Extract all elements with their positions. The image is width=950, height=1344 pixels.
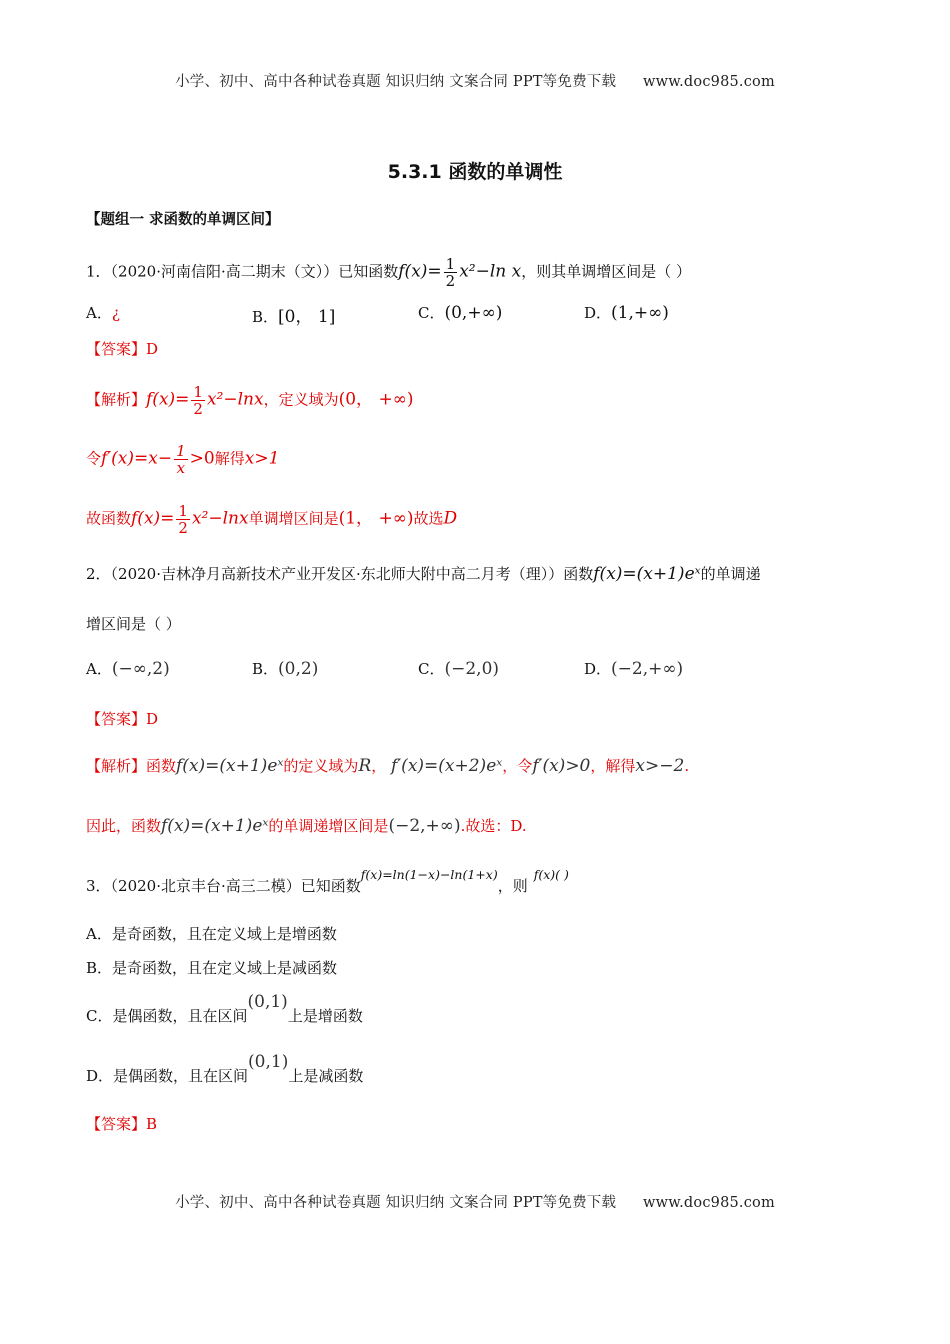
- q1-analysis-line2-frac-den: x: [176, 459, 186, 477]
- q2-analysis-result: x>−2: [635, 756, 685, 776]
- q1-option-c-value: (0,+∞): [444, 303, 503, 323]
- q3-stem-func: f(x)=ln(1−x)−ln(1+x): [360, 867, 498, 882]
- q3-option-d: [86, 1052, 364, 1086]
- q1-analysis-text: ，定义域为: [263, 390, 339, 409]
- q2-option-c: [418, 658, 499, 679]
- q1-stem-suffix: ，则其单调增区间是（ ）: [521, 262, 692, 281]
- q2-analysis-ineq: f′(x)>0: [532, 756, 591, 776]
- q2-option-a-letter: A．: [86, 660, 112, 678]
- q2-option-a-value: (−∞,2): [111, 659, 170, 679]
- q3-option-a-letter: A．: [86, 925, 112, 943]
- q3-stem-tail: f(x)( ): [533, 867, 569, 882]
- q1-analysis-line3-choice: D: [443, 508, 458, 529]
- q2-option-d-value: (−2,+∞): [611, 659, 684, 679]
- q2-option-c-value: (−2,0): [444, 659, 500, 679]
- q1-analysis-domain: (0， +∞): [338, 389, 414, 410]
- q2-analysis-derivative: f′(x)=(x+2)eˣ: [391, 756, 503, 776]
- q1-analysis-line3-frac-den: 2: [178, 519, 188, 537]
- q2-stem: [86, 564, 761, 584]
- q2-option-d-letter: D．: [584, 660, 612, 678]
- q2-option-b-value: (0,2): [278, 659, 319, 679]
- q3-option-c-interval: (0,1): [247, 992, 288, 1012]
- q1-analysis-func: f(x)=: [146, 389, 190, 410]
- q2-option-a: [86, 658, 170, 679]
- q1-analysis-line2-fraction: [174, 443, 188, 476]
- page-title: 5.3.1 函数的单调性: [387, 161, 563, 183]
- q2-analysis-line2-interval: (−2,+∞): [388, 816, 461, 836]
- q1-fraction: [444, 256, 458, 289]
- q3-option-b-letter: B．: [86, 959, 113, 977]
- q1-option-d-letter: D．: [584, 304, 612, 322]
- q1-analysis-line3-rhs: x²−lnx: [191, 508, 249, 529]
- q3-option-d-suffix: 上是减函数: [288, 1067, 364, 1085]
- q2-analysis-line2-text: 的单调递增区间是: [268, 817, 389, 835]
- q3-stem-prefix: 3．（2020·北京丰台·高三二模）已知函数: [86, 877, 361, 895]
- q2-analysis-text1: 的定义域为: [283, 757, 359, 775]
- q1-option-d: [584, 302, 669, 323]
- q2-answer: 【答案】D: [86, 710, 159, 728]
- q3-option-b: [86, 958, 337, 978]
- q1-analysis-line3-interval: (1， +∞): [338, 508, 414, 529]
- q1-option-b: [252, 302, 335, 327]
- q1-option-a: [86, 302, 120, 323]
- q3-stem: [86, 867, 569, 897]
- q3-option-d-letter: D．: [86, 1067, 114, 1085]
- q1-analysis-gt: >0: [189, 448, 215, 469]
- group-title: 【题组一 求函数的单调区间】: [86, 212, 280, 228]
- q1-stem-prefix: 1．（2020·河南信阳·高二期末（文））已知函数: [86, 262, 399, 281]
- q1-stem: [86, 256, 691, 289]
- q2-stem-suffix: 的单调递: [700, 565, 761, 583]
- q1-answer: 【答案】D: [86, 340, 159, 358]
- q1-option-d-value: (1,+∞): [611, 303, 669, 323]
- q2-analysis-label: 【解析】函数: [86, 757, 177, 775]
- q1-func-lhs: f(x)=: [398, 261, 442, 282]
- q3-option-c-prefix: 是偶函数，且在区间: [112, 1007, 248, 1025]
- q1-option-b-letter: B．: [252, 308, 279, 326]
- q1-analysis-line3-text: 单调增区间是: [248, 509, 339, 528]
- footer-site: www.doc985.com: [642, 1195, 775, 1211]
- q2-analysis-line2-prefix: 因此，函数: [86, 817, 162, 835]
- q2-analysis-line2-suffix: .故选：D.: [460, 817, 527, 835]
- header-site: www.doc985.com: [642, 74, 775, 90]
- q1-analysis-derivative: f′(x)=x−: [101, 448, 173, 469]
- q1-analysis-line2-frac-num: 1: [176, 442, 186, 460]
- q1-analysis-line2-text: 解得: [214, 449, 245, 468]
- q2-option-d: [584, 658, 683, 679]
- q2-analysis-text2: ，令: [502, 757, 533, 775]
- q2-stem-line2: 增区间是（ ）: [86, 615, 181, 633]
- q1-analysis-line3: [86, 503, 457, 536]
- q1-analysis-fraction: [191, 384, 205, 417]
- q1-analysis-line3-prefix: 故函数: [86, 509, 132, 528]
- q3-option-a-value: 是奇函数，且在定义域上是增函数: [111, 925, 337, 943]
- q1-analysis-line3-fraction: [176, 503, 190, 536]
- q3-option-a: [86, 924, 337, 944]
- q2-analysis-line2-func: f(x)=(x+1)eˣ: [161, 816, 269, 836]
- q2-option-b: [252, 658, 318, 679]
- q3-option-d-prefix: 是偶函数，且在区间: [113, 1067, 249, 1085]
- q1-option-c-letter: C．: [418, 304, 445, 322]
- q2-option-b-letter: B．: [252, 660, 279, 678]
- q1-analysis-label: 【解析】: [86, 390, 147, 409]
- q3-option-c-letter: C．: [86, 1007, 113, 1025]
- page-header: [0, 70, 950, 91]
- q1-option-a-letter: A．: [86, 304, 112, 322]
- q2-analysis-line2: [86, 816, 527, 836]
- q1-option-a-value: ¿: [111, 304, 120, 322]
- q1-analysis-result: x>1: [244, 448, 280, 469]
- q1-func-rhs: x²−ln x: [459, 261, 522, 282]
- q2-analysis-line1: 【解析】函数f(x)=(x+1)eˣ的定义域为R， f′(x)=(x+2)eˣ，令f′(x)>0，解得x>−2.: [86, 756, 690, 776]
- q3-option-c-suffix: 上是增函数: [287, 1007, 363, 1025]
- q1-analysis-frac-den: 2: [193, 400, 203, 418]
- q3-stem-mid: ，则: [497, 877, 528, 895]
- q1-frac-den: 2: [445, 272, 456, 290]
- q1-option-c: [418, 302, 502, 323]
- q2-stem-func: f(x)=(x+1)eˣ: [593, 564, 701, 584]
- q3-option-c: [86, 992, 363, 1026]
- q1-analysis-line3-frac-num: 1: [178, 502, 188, 520]
- q2-option-c-letter: C．: [418, 660, 445, 678]
- q2-analysis-r: R: [358, 756, 372, 776]
- q1-analysis-frac-num: 1: [193, 383, 203, 401]
- q3-option-b-value: 是奇函数，且在定义域上是减函数: [112, 959, 338, 977]
- q2-stem-prefix: 2．（2020·吉林净月高新技术产业开发区·东北师大附中高二月考（理））函数: [86, 565, 594, 583]
- q1-option-b-value: [0， 1]: [278, 307, 336, 327]
- q1-analysis-line1: [86, 384, 413, 417]
- q2-analysis-text3: ，解得: [590, 757, 636, 775]
- q1-analysis-line2-prefix: 令: [86, 449, 102, 468]
- q1-analysis-line2: [86, 443, 279, 476]
- footer-text: 小学、初中、高中各种试卷真题 知识归纳 文案合同 PPT等免费下载: [175, 1195, 617, 1211]
- page-footer: [0, 1191, 950, 1212]
- header-text: 小学、初中、高中各种试卷真题 知识归纳 文案合同 PPT等免费下载: [175, 74, 617, 90]
- q1-frac-num: 1: [445, 255, 456, 273]
- q1-analysis-line3-suffix: 故选: [413, 509, 444, 528]
- q3-option-d-interval: (0,1): [248, 1052, 289, 1072]
- q2-analysis-func: f(x)=(x+1)eˣ: [176, 756, 284, 776]
- q1-analysis-line3-func: f(x)=: [131, 508, 175, 529]
- q3-answer: 【答案】B: [86, 1115, 158, 1133]
- q1-analysis-rhs: x²−lnx: [206, 389, 264, 410]
